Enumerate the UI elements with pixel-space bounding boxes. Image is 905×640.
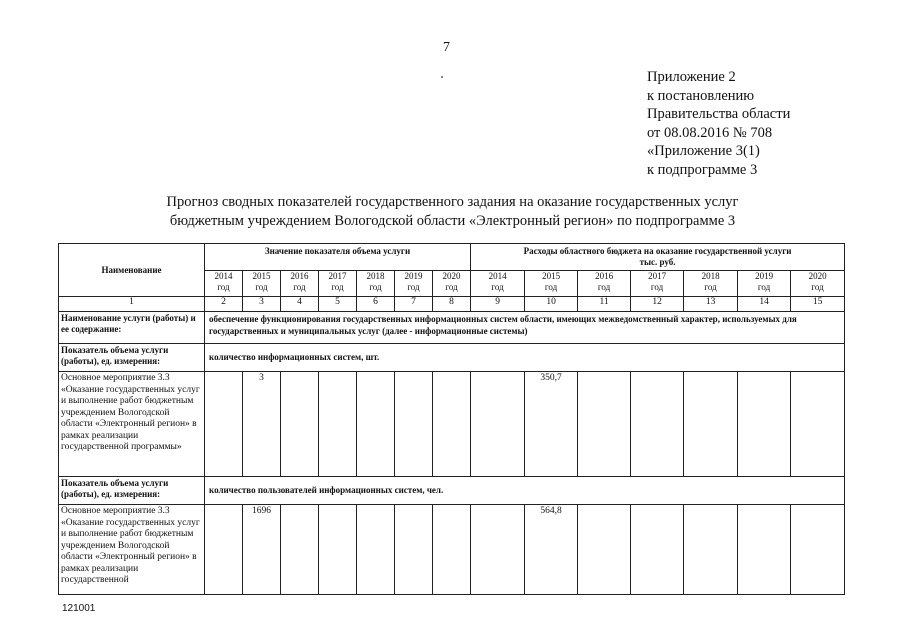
year-header: 2015 год <box>243 271 281 297</box>
appendix-line: Приложение 2 <box>647 69 736 85</box>
year-header: 2015 год <box>525 271 578 297</box>
service-label: Наименование услуги (работы) и ее содержание: <box>59 312 205 344</box>
appendix-line: Правительства области <box>647 106 791 123</box>
value-cell <box>357 505 395 595</box>
year-header: 2014 год <box>205 271 243 297</box>
indicator-label: Показатель объема услуги (работы), ед. измерения: <box>59 477 205 505</box>
value-cell <box>319 372 357 477</box>
appendix-line: к подпрограмме 3 <box>647 161 758 178</box>
header-name: Наименование <box>59 244 205 297</box>
scan-speck <box>441 76 443 78</box>
column-number: 4 <box>281 297 319 312</box>
document-code: 121001 <box>62 603 96 614</box>
indicator-description: количество пользователей информационных систем, чел. <box>205 477 845 505</box>
year-header: 2018 год <box>684 271 738 297</box>
value-cell <box>738 372 791 477</box>
value-cell <box>631 372 684 477</box>
value-cell: 1696 <box>243 505 281 595</box>
header-expenses-line: Расходы областного бюджета на оказание государственной услуги <box>523 246 792 256</box>
value-cell <box>319 505 357 595</box>
value-cell <box>471 505 525 595</box>
column-number: 13 <box>684 297 738 312</box>
column-number: 6 <box>357 297 395 312</box>
event-description: Основное мероприятие 3.3 «Оказание государственных услуг и выполнение работ бюджетным учреждением Вологодской области «Электронный регион» в рамках реализации государственной программы» <box>59 372 205 477</box>
value-cell <box>281 505 319 595</box>
year-header: 2017 год <box>631 271 684 297</box>
header-volume: Значение показателя объема услуги <box>205 244 471 271</box>
value-cell: 350,7 <box>525 372 578 477</box>
column-number: 14 <box>738 297 791 312</box>
value-cell <box>684 372 738 477</box>
indicator-description: количество информационных систем, шт. <box>205 344 845 372</box>
page-number: 7 <box>443 40 450 55</box>
value-cell <box>738 505 791 595</box>
column-number: 12 <box>631 297 684 312</box>
indicator-label: Показатель объема услуги (работы), ед. измерения: <box>59 344 205 372</box>
value-cell <box>205 372 243 477</box>
year-header: 2016 год <box>578 271 631 297</box>
year-header: 2020 год <box>433 271 471 297</box>
value-cell: 564,8 <box>525 505 578 595</box>
value-cell <box>357 372 395 477</box>
title-line: бюджетным учреждением Вологодской области «Электронный регион» по подпрограмме 3 <box>169 213 736 229</box>
value-cell <box>631 505 684 595</box>
title-line: Прогноз сводных показателей государственного задания на оказание государственных услуг <box>166 194 739 210</box>
appendix-block <box>647 68 790 180</box>
value-cell <box>433 505 471 595</box>
header-expenses <box>471 244 845 271</box>
appendix-line: «Приложение 3(1) <box>647 143 760 160</box>
year-header: 2019 год <box>395 271 433 297</box>
column-number: 7 <box>395 297 433 312</box>
event-description: Основное мероприятие 3.3 «Оказание государственных услуг и выполнение работ бюджетным учреждением Вологодской области «Электронный регион» в рамках реализации государственной <box>59 505 205 595</box>
value-cell: 3 <box>243 372 281 477</box>
forecast-table <box>58 243 845 595</box>
column-number: 2 <box>205 297 243 312</box>
value-cell <box>395 505 433 595</box>
header-expenses-unit: тыс. руб. <box>639 257 676 267</box>
document-title <box>100 193 805 231</box>
value-cell <box>578 505 631 595</box>
value-cell <box>205 505 243 595</box>
value-cell <box>791 505 845 595</box>
column-number: 15 <box>791 297 845 312</box>
year-header: 2016 год <box>281 271 319 297</box>
value-cell <box>684 505 738 595</box>
value-cell <box>791 372 845 477</box>
service-description: обеспечение функционирования государственных информационных систем области, имеющих межведомственный характер, используемых для государственных и муниципальных услуг (далее - информационные системы) <box>205 312 845 344</box>
column-number: 10 <box>525 297 578 312</box>
column-number: 8 <box>433 297 471 312</box>
column-number: 5 <box>319 297 357 312</box>
column-number: 1 <box>59 297 205 312</box>
year-header: 2017 год <box>319 271 357 297</box>
appendix-line: к постановлению <box>647 87 755 104</box>
appendix-line: от 08.08.2016 № 708 <box>647 124 773 141</box>
column-number: 11 <box>578 297 631 312</box>
year-header: 2014 год <box>471 271 525 297</box>
value-cell <box>471 372 525 477</box>
year-header: 2019 год <box>738 271 791 297</box>
value-cell <box>281 372 319 477</box>
year-header: 2020 год <box>791 271 845 297</box>
value-cell <box>395 372 433 477</box>
year-header: 2018 год <box>357 271 395 297</box>
value-cell <box>433 372 471 477</box>
column-number: 9 <box>471 297 525 312</box>
value-cell <box>578 372 631 477</box>
column-number: 3 <box>243 297 281 312</box>
